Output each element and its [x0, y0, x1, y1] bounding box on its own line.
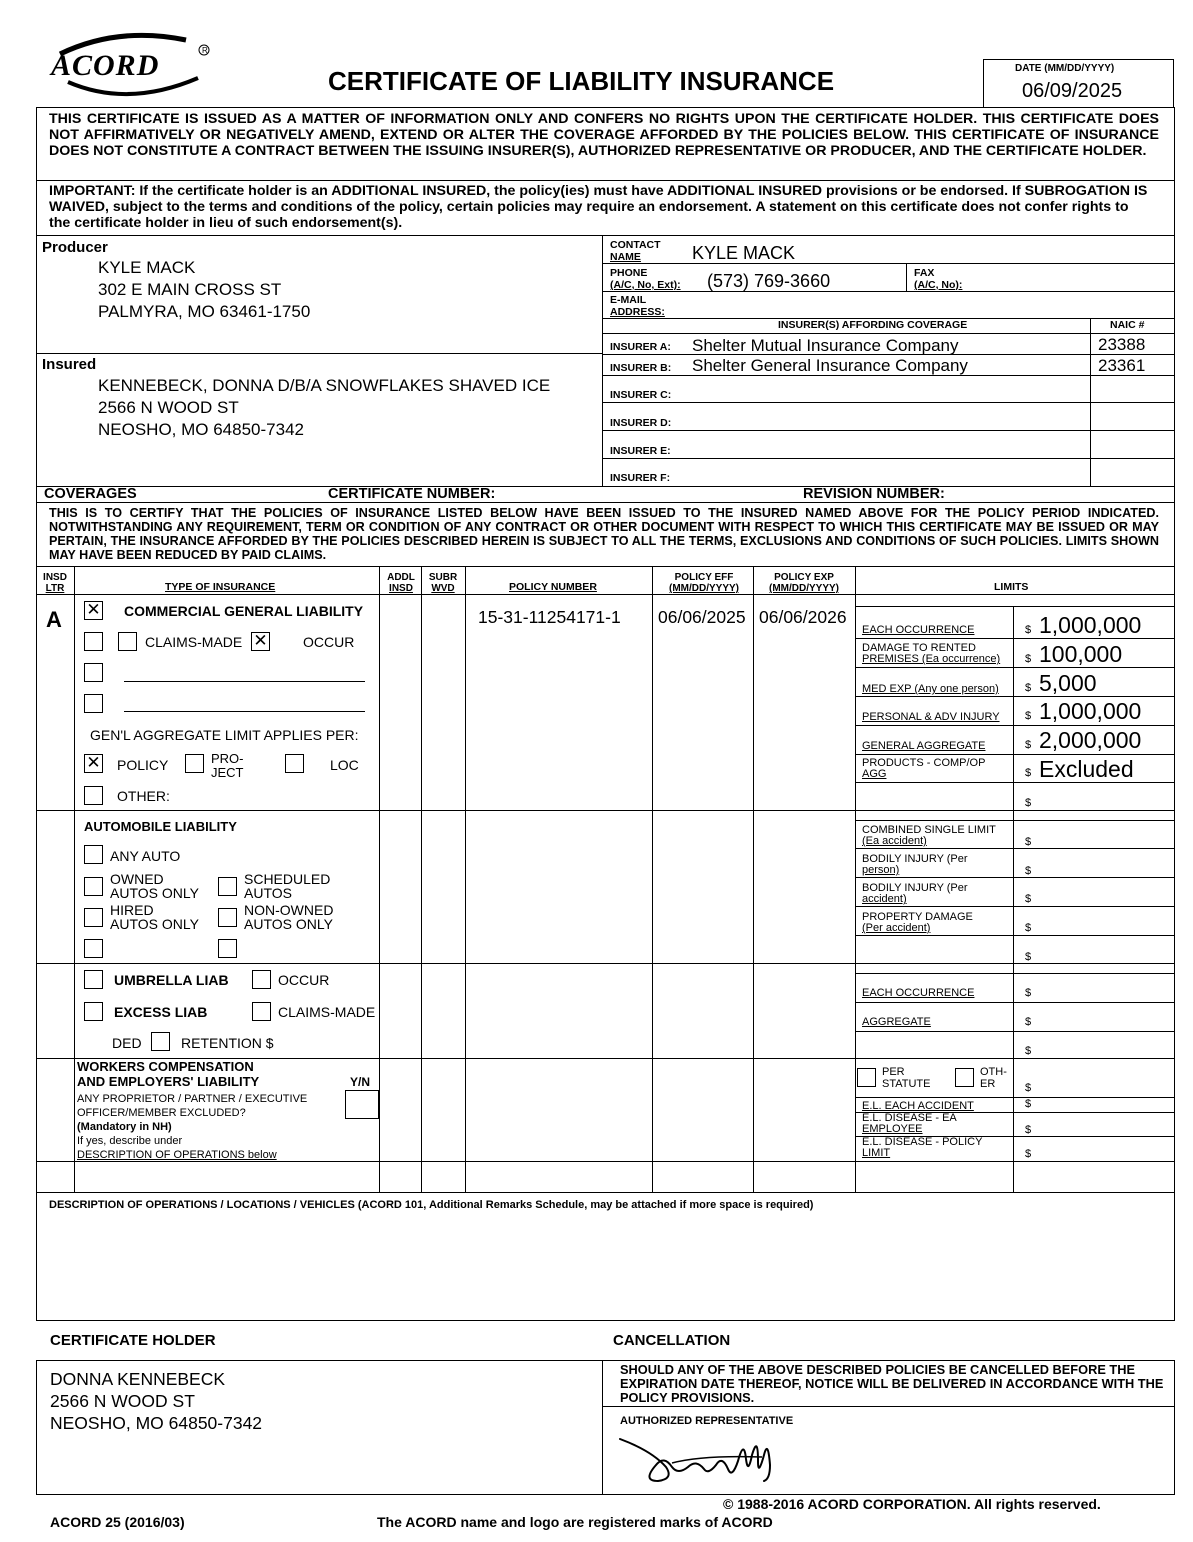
insurers-header: INSURER(S) AFFORDING COVERAGE [778, 319, 968, 331]
dollar-sign: $ [1025, 1016, 1032, 1028]
insured-name: KENNEBECK, DONNA D/B/A SNOWFLAKES SHAVED ICE [98, 376, 551, 395]
dollar-sign: $ [1025, 739, 1032, 751]
insurer-d-label: INSURER D: [610, 417, 672, 429]
other-er-label: OTH- ER [980, 1066, 1007, 1090]
dollar-sign: $ [1025, 767, 1032, 779]
limit-damage-rented-label: DAMAGE TO RENTED PREMISES (Ea occurrence) [862, 642, 1001, 665]
cgl-extra-checkbox-1[interactable] [84, 663, 103, 682]
dollar-sign: $ [1025, 951, 1032, 963]
holder-address-line1: 2566 N WOOD ST [50, 1391, 195, 1411]
col-type: TYPE OF INSURANCE [165, 581, 276, 593]
any-auto-label: ANY AUTO [110, 848, 181, 864]
umbrella-checkbox[interactable] [84, 970, 103, 989]
col-addl: ADDL INSD [387, 572, 415, 594]
limit-personal-adv-label: PERSONAL & ADV INJURY [862, 711, 1000, 723]
insurer-c-label: INSURER C: [610, 389, 672, 401]
excess-checkbox[interactable] [84, 1002, 103, 1021]
ded-checkbox[interactable] [151, 1032, 170, 1051]
authorized-rep-label: AUTHORIZED REPRESENTATIVE [620, 1415, 794, 1427]
contact-email-label: E-MAIL ADDRESS: [610, 294, 665, 318]
owned-autos-checkbox[interactable] [84, 877, 103, 896]
producer-address-line1: 302 E MAIN CROSS ST [98, 280, 282, 299]
page-title: CERTIFICATE OF LIABILITY INSURANCE [328, 66, 835, 96]
dollar-sign: $ [1025, 1098, 1032, 1110]
claims-made-checkbox[interactable] [118, 632, 137, 651]
registered-marks: The ACORD name and logo are registered marks of ACORD [377, 1514, 773, 1530]
project-label: PRO- JECT [211, 751, 244, 780]
proprietor-excluded-box[interactable] [345, 1090, 379, 1119]
policy-checkbox[interactable]: ✕ [84, 754, 103, 773]
col-limits: LIMITS [994, 581, 1029, 593]
insured-label: Insured [42, 356, 97, 373]
dollar-sign: $ [1025, 682, 1032, 694]
other-checkbox[interactable] [84, 786, 103, 805]
retention-label: RETENTION $ [181, 1035, 274, 1051]
limit-property-damage-label: PROPERTY DAMAGE (Per accident) [862, 911, 973, 934]
auto-blank-checkbox-1[interactable] [84, 939, 103, 958]
certificate-holder-label: CERTIFICATE HOLDER [50, 1332, 216, 1349]
dollar-sign: $ [1025, 922, 1032, 934]
insurer-b-naic: 23361 [1098, 356, 1146, 375]
policy-label: POLICY [117, 757, 169, 773]
auto-blank-checkbox-2[interactable] [218, 939, 237, 958]
cgl-extra-checkbox-2[interactable] [84, 694, 103, 713]
notice-disclaimer: THIS CERTIFICATE IS ISSUED AS A MATTER OF INFORMATION ONLY AND CONFERS NO RIGHTS UPON THE CERTIFICATE HOLDER. THIS CERTIFICATE DOES NOT AFFIRMATIVELY OR NEGATIVELY AMEND, EXTEND OR ALTER THE COVERAGE AFFORDED BY THE POLICIES BELOW. THIS CERTIFICATE OF INSURANCE DOES NOT CONSTITUTE A CONTRACT BETWEEN THE ISSUING INSURER(S), AUTHORIZED REPRESENTATIVE OR PRODUCER, AND THE CERTIFICATE HOLDER. [49, 111, 1159, 159]
insured-address-line2: NEOSHO, MO 64850-7342 [98, 420, 304, 439]
contact-fax-label: FAX (A/C, No): [914, 267, 963, 291]
coverages-label: COVERAGES [44, 486, 137, 502]
other-label: OTHER: [117, 788, 170, 804]
dollar-sign: $ [1025, 624, 1032, 636]
per-statute-checkbox[interactable] [857, 1068, 876, 1087]
loc-checkbox[interactable] [285, 754, 304, 773]
cgl-blank-checkbox[interactable] [84, 632, 103, 651]
owned-autos-label: OWNED AUTOS ONLY [110, 871, 199, 901]
col-policy-exp: POLICY EXP (MM/DD/YYYY) [769, 572, 839, 594]
limit-bodily-injury-person-label: BODILY INJURY (Per person) [862, 853, 968, 876]
revision-number-label: REVISION NUMBER: [803, 486, 945, 502]
insurer-a-naic: 23388 [1098, 335, 1146, 354]
limit-damage-rented-value: 100,000 [1039, 641, 1123, 667]
dollar-sign: $ [1025, 797, 1032, 809]
dollar-sign: $ [1025, 1082, 1032, 1094]
col-subr: SUBR WVD [428, 572, 458, 594]
claims-made-umbrella-label: CLAIMS-MADE [278, 1004, 376, 1020]
cgl-policy-exp: 06/06/2026 [759, 607, 847, 627]
scheduled-autos-checkbox[interactable] [218, 877, 237, 896]
workers-question: ANY PROPRIETOR / PARTNER / EXECUTIVE OFFICER/MEMBER EXCLUDED? (Mandatory in NH) If yes, describe under DESCRIPTION OF OPERATIONS below [77, 1093, 308, 1161]
contact-phone-label: PHONE (A/C, No, Ext): [610, 267, 681, 291]
umbrella-aggregate-label: AGGREGATE [862, 1016, 931, 1028]
occur-label: OCCUR [303, 634, 355, 650]
contact-name: KYLE MACK [692, 243, 796, 263]
limit-med-exp-label: MED EXP (Any one person) [862, 683, 999, 695]
producer-label: Producer [42, 239, 108, 256]
limit-each-occurrence-label: EACH OCCURRENCE [862, 624, 975, 636]
dollar-sign: $ [1025, 836, 1032, 848]
naic-header: NAIC # [1110, 319, 1145, 331]
scheduled-autos-label: SCHEDULED AUTOS [244, 871, 331, 901]
signature [612, 1425, 782, 1491]
date-label: DATE (MM/DD/YYYY) [1015, 63, 1115, 74]
insurer-f-label: INSURER F: [610, 472, 671, 484]
insurer-a-label: INSURER A: [610, 341, 671, 353]
dollar-sign: $ [1025, 865, 1032, 877]
col-insd-ltr: INSD LTR [43, 572, 67, 594]
umbrella-label: UMBRELLA LIAB [114, 972, 229, 988]
holder-address-line2: NEOSHO, MO 64850-7342 [50, 1413, 263, 1433]
umbrella-occur-checkbox[interactable] [252, 970, 271, 989]
cgl-policy-eff: 06/06/2025 [658, 607, 746, 627]
acord-logo [48, 32, 218, 102]
col-policy-number: POLICY NUMBER [509, 581, 597, 593]
form-number: ACORD 25 (2016/03) [50, 1514, 185, 1530]
limit-bodily-injury-accident-label: BODILY INJURY (Per accident) [862, 882, 968, 905]
el-disease-policy-label: E.L. DISEASE - POLICY LIMIT [862, 1136, 983, 1159]
yn-label: Y/N [350, 1075, 371, 1089]
occur-checkbox[interactable]: ✕ [251, 632, 270, 651]
col-policy-eff: POLICY EFF (MM/DD/YYYY) [669, 572, 739, 594]
umbrella-each-occurrence-label: EACH OCCURRENCE [862, 987, 975, 999]
limit-personal-adv-value: 1,000,000 [1039, 698, 1142, 724]
el-disease-employee-label: E.L. DISEASE - EA EMPLOYEE [862, 1112, 957, 1135]
svg-text:R: R [202, 46, 208, 55]
insurer-a-name: Shelter Mutual Insurance Company [692, 336, 959, 355]
limit-products-value: Excluded [1039, 756, 1134, 782]
insurer-b-label: INSURER B: [610, 362, 672, 374]
insurer-b-name: Shelter General Insurance Company [692, 356, 968, 375]
ded-label: DED [112, 1035, 142, 1051]
contact-phone: (573) 769-3660 [707, 271, 831, 291]
umbrella-occur-label: OCCUR [278, 972, 330, 988]
auto-title: AUTOMOBILE LIABILITY [84, 819, 237, 834]
limit-med-exp-value: 5,000 [1039, 670, 1097, 696]
hired-autos-checkbox[interactable] [84, 908, 103, 927]
non-owned-autos-label: NON-OWNED AUTOS ONLY [244, 902, 334, 932]
dollar-sign: $ [1025, 653, 1032, 665]
workers-comp-title: WORKERS COMPENSATION AND EMPLOYERS' LIABILITY [77, 1059, 260, 1089]
limit-combined-single-label: COMBINED SINGLE LIMIT (Ea accident) [862, 824, 996, 847]
limit-general-aggregate-value: 2,000,000 [1039, 727, 1142, 753]
dollar-sign: $ [1025, 710, 1032, 722]
limit-general-aggregate-label: GENERAL AGGREGATE [862, 740, 986, 752]
loc-label: LOC [330, 757, 359, 773]
excess-label: EXCESS LIAB [114, 1004, 208, 1020]
dollar-sign: $ [1025, 1148, 1032, 1160]
cgl-title: COMMERCIAL GENERAL LIABILITY [124, 603, 364, 619]
contact-name-label: CONTACT NAME [610, 239, 661, 263]
cgl-checkbox[interactable]: ✕ [84, 601, 103, 620]
producer-name: KYLE MACK [98, 258, 196, 277]
el-each-accident-label: E.L. EACH ACCIDENT [862, 1100, 974, 1112]
description-label: DESCRIPTION OF OPERATIONS / LOCATIONS / VEHICLES (ACORD 101, Additional Remarks Schedule, may be attached if more space is required) [49, 1199, 814, 1211]
holder-name: DONNA KENNEBECK [50, 1369, 226, 1389]
claims-made-umbrella-checkbox[interactable] [252, 1002, 271, 1021]
claims-made-label: CLAIMS-MADE [145, 634, 243, 650]
certificate-number-label: CERTIFICATE NUMBER: [328, 486, 496, 502]
project-checkbox[interactable] [185, 754, 204, 773]
gen-aggregate-label: GEN'L AGGREGATE LIMIT APPLIES PER: [90, 727, 359, 743]
any-auto-checkbox[interactable] [84, 845, 103, 864]
insurer-e-label: INSURER E: [610, 445, 671, 457]
producer-address-line2: PALMYRA, MO 63461-1750 [98, 302, 311, 321]
hired-autos-label: HIRED AUTOS ONLY [110, 902, 199, 932]
cancellation-label: CANCELLATION [613, 1332, 731, 1349]
insurer-letter-a: A [46, 607, 62, 632]
dollar-sign: $ [1025, 987, 1032, 999]
dollar-sign: $ [1025, 1045, 1032, 1057]
copyright: © 1988-2016 ACORD CORPORATION. All rights reserved. [723, 1496, 1101, 1512]
limit-products-label: PRODUCTS - COMP/OP AGG [862, 757, 986, 780]
notice-important: IMPORTANT: If the certificate holder is an ADDITIONAL INSURED, the policy(ies) must have ADDITIONAL INSURED provisions or be endorsed. If SUBROGATION IS WAIVED, subject to the terms and conditions of the policy, certain policies may require an endorsement. A statement on this certificate does not confer rights to the certificate holder in lieu of such endorsement(s). [49, 183, 1148, 231]
non-owned-autos-checkbox[interactable] [218, 908, 237, 927]
dollar-sign: $ [1025, 1124, 1032, 1136]
cgl-policy-number: 15-31-11254171-1 [478, 607, 621, 627]
per-statute-label: PER STATUTE [882, 1066, 931, 1090]
dollar-sign: $ [1025, 893, 1032, 905]
insured-address-line1: 2566 N WOOD ST [98, 398, 239, 417]
date-value: 06/09/2025 [1022, 80, 1123, 102]
logo-wordmark: ACORD [51, 49, 160, 82]
cancellation-text: SHOULD ANY OF THE ABOVE DESCRIBED POLICIES BE CANCELLED BEFORE THE EXPIRATION DATE THEREOF, NOTICE WILL BE DELIVERED IN ACCORDANCE WITH THE POLICY PROVISIONS. [620, 1362, 1164, 1405]
limit-each-occurrence-value: 1,000,000 [1039, 612, 1142, 638]
coverages-text: THIS IS TO CERTIFY THAT THE POLICIES OF INSURANCE LISTED BELOW HAVE BEEN ISSUED TO THE INSURED NAMED ABOVE FOR THE POLICY PERIOD INDICATED. NOTWITHSTANDING ANY REQUIREMENT, TERM OR CONDITION OF ANY CONTRACT OR OTHER DOCUMENT WITH RESPECT TO WHICH THIS CERTIFICATE MAY BE ISSUED OR MAY PERTAIN, THE INSURANCE AFFORDED BY THE POLICIES DESCRIBED HEREIN IS SUBJECT TO ALL THE TERMS, EXCLUSIONS AND CONDITIONS OF SUCH POLICIES. LIMITS SHOWN MAY HAVE BEEN REDUCED BY PAID CLAIMS. [49, 506, 1159, 562]
other-er-checkbox[interactable] [955, 1068, 974, 1087]
